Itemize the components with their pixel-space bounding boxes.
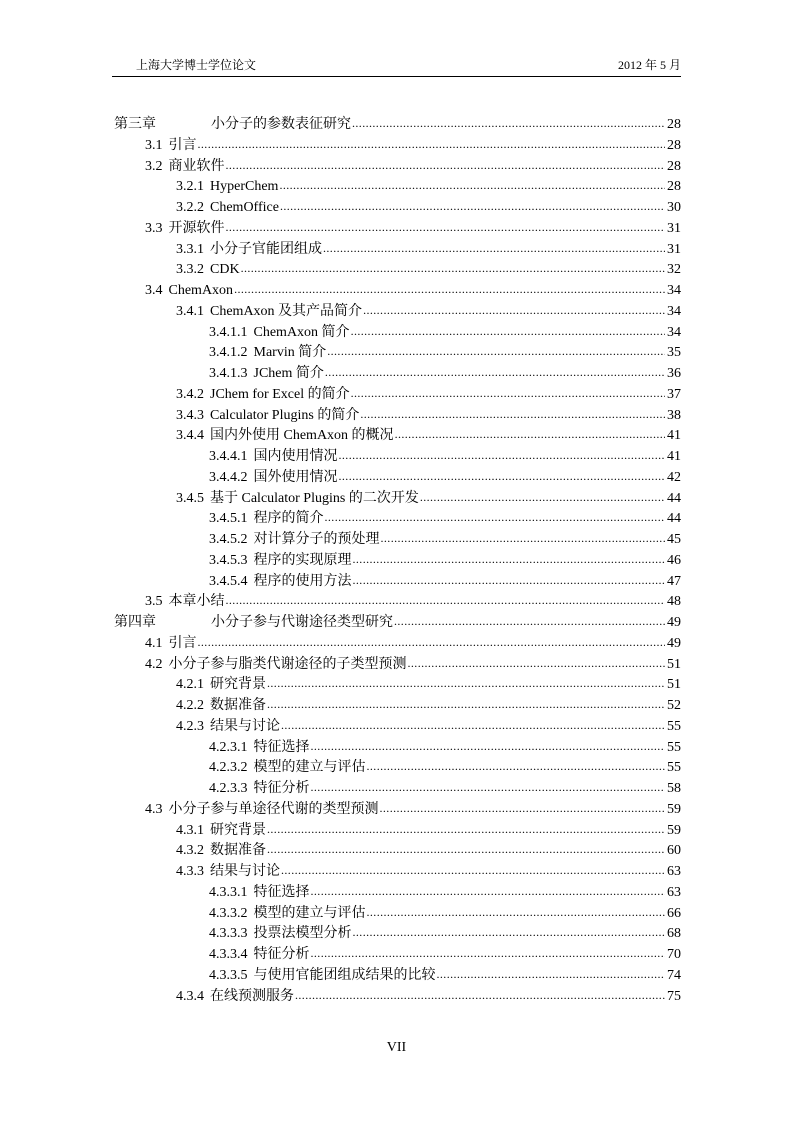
toc-entry[interactable] [114, 944, 681, 965]
toc-entry-page: 31 [667, 241, 681, 257]
toc-entry-title: 研究背景 [210, 677, 266, 693]
toc-entry-number: 3.4.1 [176, 303, 204, 319]
toc-entry-number: 4.3.3.2 [209, 905, 248, 921]
toc-entry-number: 4.2.1 [176, 677, 204, 693]
toc-entry[interactable] [114, 363, 681, 384]
toc-entry-page: 51 [667, 677, 681, 693]
toc-entry[interactable] [114, 757, 681, 778]
toc-entry-number: 4.3.3.5 [209, 967, 248, 983]
toc-entry-title: ChemAxon [168, 283, 234, 298]
toc-entry-title: JChem for Excel 的简介 [210, 386, 350, 402]
toc-entry-page: 44 [667, 490, 681, 506]
toc-entry[interactable] [114, 488, 681, 509]
dot-leader [352, 113, 665, 135]
toc-entry-title: 商业软件 [168, 158, 225, 174]
dot-leader [360, 404, 665, 426]
dot-leader [327, 341, 665, 363]
toc-entry[interactable] [114, 405, 681, 426]
toc-entry-page: 59 [667, 822, 681, 838]
toc-entry-title: ChemOffice [210, 200, 279, 215]
toc-entry[interactable] [114, 612, 681, 633]
toc-entry-page: 35 [667, 345, 681, 361]
dot-leader [325, 362, 665, 384]
toc-entry-number: 3.4.5.2 [209, 532, 248, 547]
toc-entry[interactable] [114, 384, 681, 405]
toc-entry-title: Marvin 简介 [253, 345, 327, 361]
toc-entry-page: 28 [667, 117, 681, 132]
toc-entry-page: 36 [667, 366, 681, 381]
toc-entry-title: ChemAxon 简介 [253, 324, 350, 340]
toc-entry-number: 3.4.1.1 [209, 324, 248, 340]
toc-entry-page: 55 [667, 718, 681, 734]
toc-entry-title: 数据准备 [210, 698, 266, 713]
dot-leader [267, 839, 665, 861]
toc-entry[interactable] [114, 218, 681, 239]
toc-entry[interactable] [114, 861, 681, 882]
toc-entry-number: 第三章 [114, 117, 156, 132]
toc-entry[interactable] [114, 322, 681, 343]
toc-entry-number: 4.3.3 [176, 864, 204, 879]
toc-entry-page: 46 [667, 552, 681, 568]
toc-entry-title: 小分子参与代谢途径类型研究 [211, 615, 393, 630]
toc-entry-number: 3.4.5.4 [209, 573, 248, 589]
toc-entry-page: 28 [667, 179, 681, 195]
toc-entry[interactable] [114, 633, 681, 654]
toc-entry-page: 52 [667, 698, 681, 713]
thesis-title-header: 上海大学博士学位论文 [136, 58, 257, 72]
toc-entry-number: 3.4.5.1 [209, 511, 248, 527]
toc-entry[interactable] [114, 778, 681, 799]
toc-entry-number: 3.5 [145, 594, 163, 610]
toc-entry[interactable] [114, 903, 681, 924]
toc-entry-title: 小分子官能团组成 [210, 241, 322, 257]
toc-entry-number: 3.2.1 [176, 179, 204, 195]
toc-entry-number: 3.2.2 [176, 200, 204, 215]
toc-entry-page: 44 [667, 511, 681, 527]
toc-entry-page: 48 [667, 594, 681, 610]
dot-leader [226, 217, 666, 239]
toc-entry-title: 小分子的参数表征研究 [211, 117, 351, 132]
toc-entry-title: 国外使用情况 [253, 469, 338, 485]
toc-entry[interactable] [114, 529, 681, 550]
toc-entry[interactable] [114, 965, 681, 986]
toc-entry-title: 对计算分子的预处理 [253, 532, 380, 547]
dot-leader [267, 673, 665, 695]
toc-entry-page: 37 [667, 386, 681, 402]
toc-entry[interactable] [114, 280, 681, 301]
toc-entry-page: 42 [667, 469, 681, 485]
dot-leader [295, 985, 665, 1007]
dot-leader [367, 756, 666, 778]
toc-entry[interactable] [114, 239, 681, 260]
dot-leader [325, 507, 666, 529]
toc-entry[interactable] [114, 301, 681, 322]
dot-leader [353, 570, 666, 592]
toc-entry-number: 4.2.3 [176, 718, 204, 734]
toc-entry-page: 74 [667, 967, 681, 983]
toc-entry[interactable] [114, 114, 681, 135]
toc-entry[interactable] [114, 986, 681, 1007]
toc-entry-title: 本章小结 [168, 594, 225, 610]
toc-entry-title: 基于 Calculator Plugins 的二次开发 [210, 490, 419, 506]
toc-entry-page: 75 [667, 988, 681, 1004]
toc-entry-number: 3.4.1.3 [209, 366, 248, 381]
dot-leader [380, 798, 666, 820]
toc-entry-page: 45 [667, 532, 681, 547]
toc-entry-title: 程序的简介 [253, 511, 324, 527]
dot-leader [234, 279, 665, 301]
dot-leader [351, 383, 665, 405]
toc-entry-page: 63 [667, 884, 681, 900]
toc-entry[interactable] [114, 591, 681, 612]
toc-entry-page: 51 [667, 656, 681, 672]
dot-leader [280, 196, 665, 218]
toc-entry-page: 28 [667, 158, 681, 174]
dot-leader [267, 819, 665, 841]
toc-entry-number: 3.2 [145, 158, 163, 174]
toc-entry-page: 30 [667, 200, 681, 215]
toc-entry[interactable] [114, 571, 681, 592]
dot-leader [267, 694, 665, 716]
toc-entry-page: 28 [667, 137, 681, 153]
toc-entry-title: 特征分析 [253, 947, 310, 962]
toc-entry-number: 4.3.1 [176, 822, 204, 838]
toc-entry-title: 模型的建立与评估 [253, 905, 366, 921]
toc-entry[interactable] [114, 799, 681, 820]
toc-entry-number: 3.3.2 [176, 262, 204, 278]
toc-entry-title: CDK [210, 262, 240, 278]
toc-entry-number: 4.3.4 [176, 988, 204, 1004]
toc-entry[interactable] [114, 923, 681, 944]
toc-entry-page: 47 [667, 573, 681, 589]
toc-entry-page: 55 [667, 739, 681, 755]
toc-entry-number: 3.4 [145, 283, 163, 298]
toc-entry-title: 结果与讨论 [210, 864, 280, 879]
dot-leader [394, 611, 665, 633]
dot-leader [395, 424, 665, 446]
toc-entry-page: 60 [667, 843, 681, 859]
dot-leader [281, 860, 665, 882]
toc-entry-page: 68 [667, 926, 681, 942]
toc-entry[interactable] [114, 425, 681, 446]
toc-entry-title: 投票法模型分析 [253, 926, 352, 942]
running-header [136, 56, 681, 74]
dot-leader [351, 321, 665, 343]
toc-entry[interactable] [114, 446, 681, 467]
toc-entry-page: 32 [667, 262, 681, 278]
toc-entry-title: 程序的实现原理 [253, 552, 352, 568]
date-header: 2012 年 5 月 [617, 58, 681, 72]
toc-entry-number: 3.4.3 [176, 407, 204, 423]
dot-leader [198, 632, 666, 654]
toc-entry-number: 4.3.2 [176, 843, 204, 859]
toc-entry[interactable] [114, 695, 681, 716]
toc-entry-page: 34 [667, 324, 681, 340]
dot-leader [311, 943, 666, 965]
toc-entry-title: JChem 简介 [253, 366, 324, 381]
toc-entry-title: 国内外使用 ChemAxon 的概况 [210, 428, 394, 444]
toc-entry-page: 58 [667, 781, 681, 796]
toc-entry[interactable] [114, 737, 681, 758]
toc-entry[interactable] [114, 840, 681, 861]
toc-entry-title: 在线预测服务 [210, 988, 294, 1004]
toc-entry-number: 3.4.5.3 [209, 552, 248, 568]
toc-entry-number: 3.4.2 [176, 386, 204, 402]
toc-entry-number: 3.1 [145, 137, 163, 153]
toc-entry[interactable] [114, 820, 681, 841]
dot-leader [339, 445, 666, 467]
toc-entry-title: 结果与讨论 [210, 718, 280, 734]
toc-entry[interactable] [114, 197, 681, 218]
dot-leader [323, 238, 665, 260]
toc-entry[interactable] [114, 882, 681, 903]
toc-entry[interactable] [114, 467, 681, 488]
dot-leader [339, 466, 666, 488]
toc-entry-title: 国内使用情况 [253, 449, 338, 464]
dot-leader [353, 549, 666, 571]
toc-entry-number: 4.2.3.3 [209, 781, 248, 796]
toc-entry-title: 与使用官能团组成结果的比较 [253, 967, 436, 983]
toc-entry-number: 3.3 [145, 220, 163, 236]
toc-entry-title: 程序的使用方法 [253, 573, 352, 589]
dot-leader [241, 258, 665, 280]
dot-leader [279, 175, 665, 197]
toc-entry[interactable] [114, 550, 681, 571]
dot-leader [367, 902, 666, 924]
toc-entry-title: 数据准备 [210, 843, 266, 859]
toc-entry[interactable] [114, 654, 681, 675]
toc-entry-title: 特征分析 [253, 781, 310, 796]
toc-entry-number: 3.3.1 [176, 241, 204, 257]
dot-leader [311, 777, 666, 799]
dot-leader [437, 964, 666, 986]
toc-entry-number: 第四章 [114, 615, 156, 630]
toc-entry-page: 70 [667, 947, 681, 962]
toc-entry-number: 4.3 [145, 801, 163, 817]
toc-entry-page: 34 [667, 283, 681, 298]
dot-leader [198, 134, 666, 156]
toc-entry-title: 开源软件 [168, 220, 225, 236]
dot-leader [226, 155, 666, 177]
toc-entry-number: 3.4.4 [176, 428, 204, 444]
toc-entry-number: 4.2.2 [176, 698, 204, 713]
toc-entry-number: 4.2.3.2 [209, 760, 248, 776]
toc-entry-page: 31 [667, 220, 681, 236]
dot-leader [420, 487, 665, 509]
toc-entry-number: 4.2.3.1 [209, 739, 248, 755]
toc-entry[interactable] [114, 135, 681, 156]
dot-leader [281, 715, 665, 737]
toc-entry-page: 66 [667, 905, 681, 921]
toc-entry-number: 4.3.3.1 [209, 884, 248, 900]
dot-leader [353, 922, 666, 944]
toc-entry-number: 3.4.4.2 [209, 469, 248, 485]
page-number: VII [386, 1040, 407, 1055]
toc-entry-title: 引言 [168, 635, 197, 651]
toc-entry-title: 引言 [168, 137, 197, 153]
toc-entry-title: 小分子参与单途径代谢的类型预测 [168, 801, 379, 817]
toc-entry[interactable] [114, 156, 681, 177]
toc-entry-title: 小分子参与脂类代谢途径的子类型预测 [168, 656, 407, 672]
toc-entry[interactable] [114, 176, 681, 197]
dot-leader [226, 590, 666, 612]
toc-entry-title: 模型的建立与评估 [253, 760, 366, 776]
toc-entry-page: 49 [667, 615, 681, 630]
toc-entry-number: 4.3.3.3 [209, 926, 248, 942]
toc-entry-number: 3.4.4.1 [209, 449, 248, 464]
toc-entry-number: 3.4.1.2 [209, 345, 248, 361]
toc-entry-number: 4.3.3.4 [209, 947, 248, 962]
dot-leader [363, 300, 665, 322]
toc-entry-title: ChemAxon 及其产品简介 [210, 303, 363, 319]
toc-entry-number: 3.4.5 [176, 490, 204, 506]
toc-entry[interactable] [114, 508, 681, 529]
dot-leader [311, 736, 666, 758]
toc-entry-page: 34 [667, 303, 681, 319]
toc-entry-page: 63 [667, 864, 681, 879]
toc-entry[interactable] [114, 342, 681, 363]
toc-entry[interactable] [114, 716, 681, 737]
toc-entry-page: 59 [667, 801, 681, 817]
header-rule [112, 76, 681, 77]
toc-entry[interactable] [114, 674, 681, 695]
toc-entry-page: 41 [667, 428, 681, 444]
toc-entry-title: 特征选择 [253, 884, 310, 900]
dot-leader [381, 528, 666, 550]
toc-entry-page: 41 [667, 449, 681, 464]
toc-entry-title: 研究背景 [210, 822, 266, 838]
toc-entry-number: 4.1 [145, 635, 163, 651]
toc-entry-title: HyperChem [210, 179, 279, 195]
toc-entry-title: 特征选择 [253, 739, 310, 755]
toc-entry-page: 49 [667, 635, 681, 651]
toc-entry-page: 38 [667, 407, 681, 423]
toc-entry-title: Calculator Plugins 的简介 [210, 407, 360, 423]
dot-leader [311, 881, 666, 903]
dot-leader [408, 653, 666, 675]
toc-entry-number: 4.2 [145, 656, 163, 672]
table-of-contents [114, 114, 681, 1006]
toc-entry[interactable] [114, 259, 681, 280]
toc-entry-page: 55 [667, 760, 681, 776]
